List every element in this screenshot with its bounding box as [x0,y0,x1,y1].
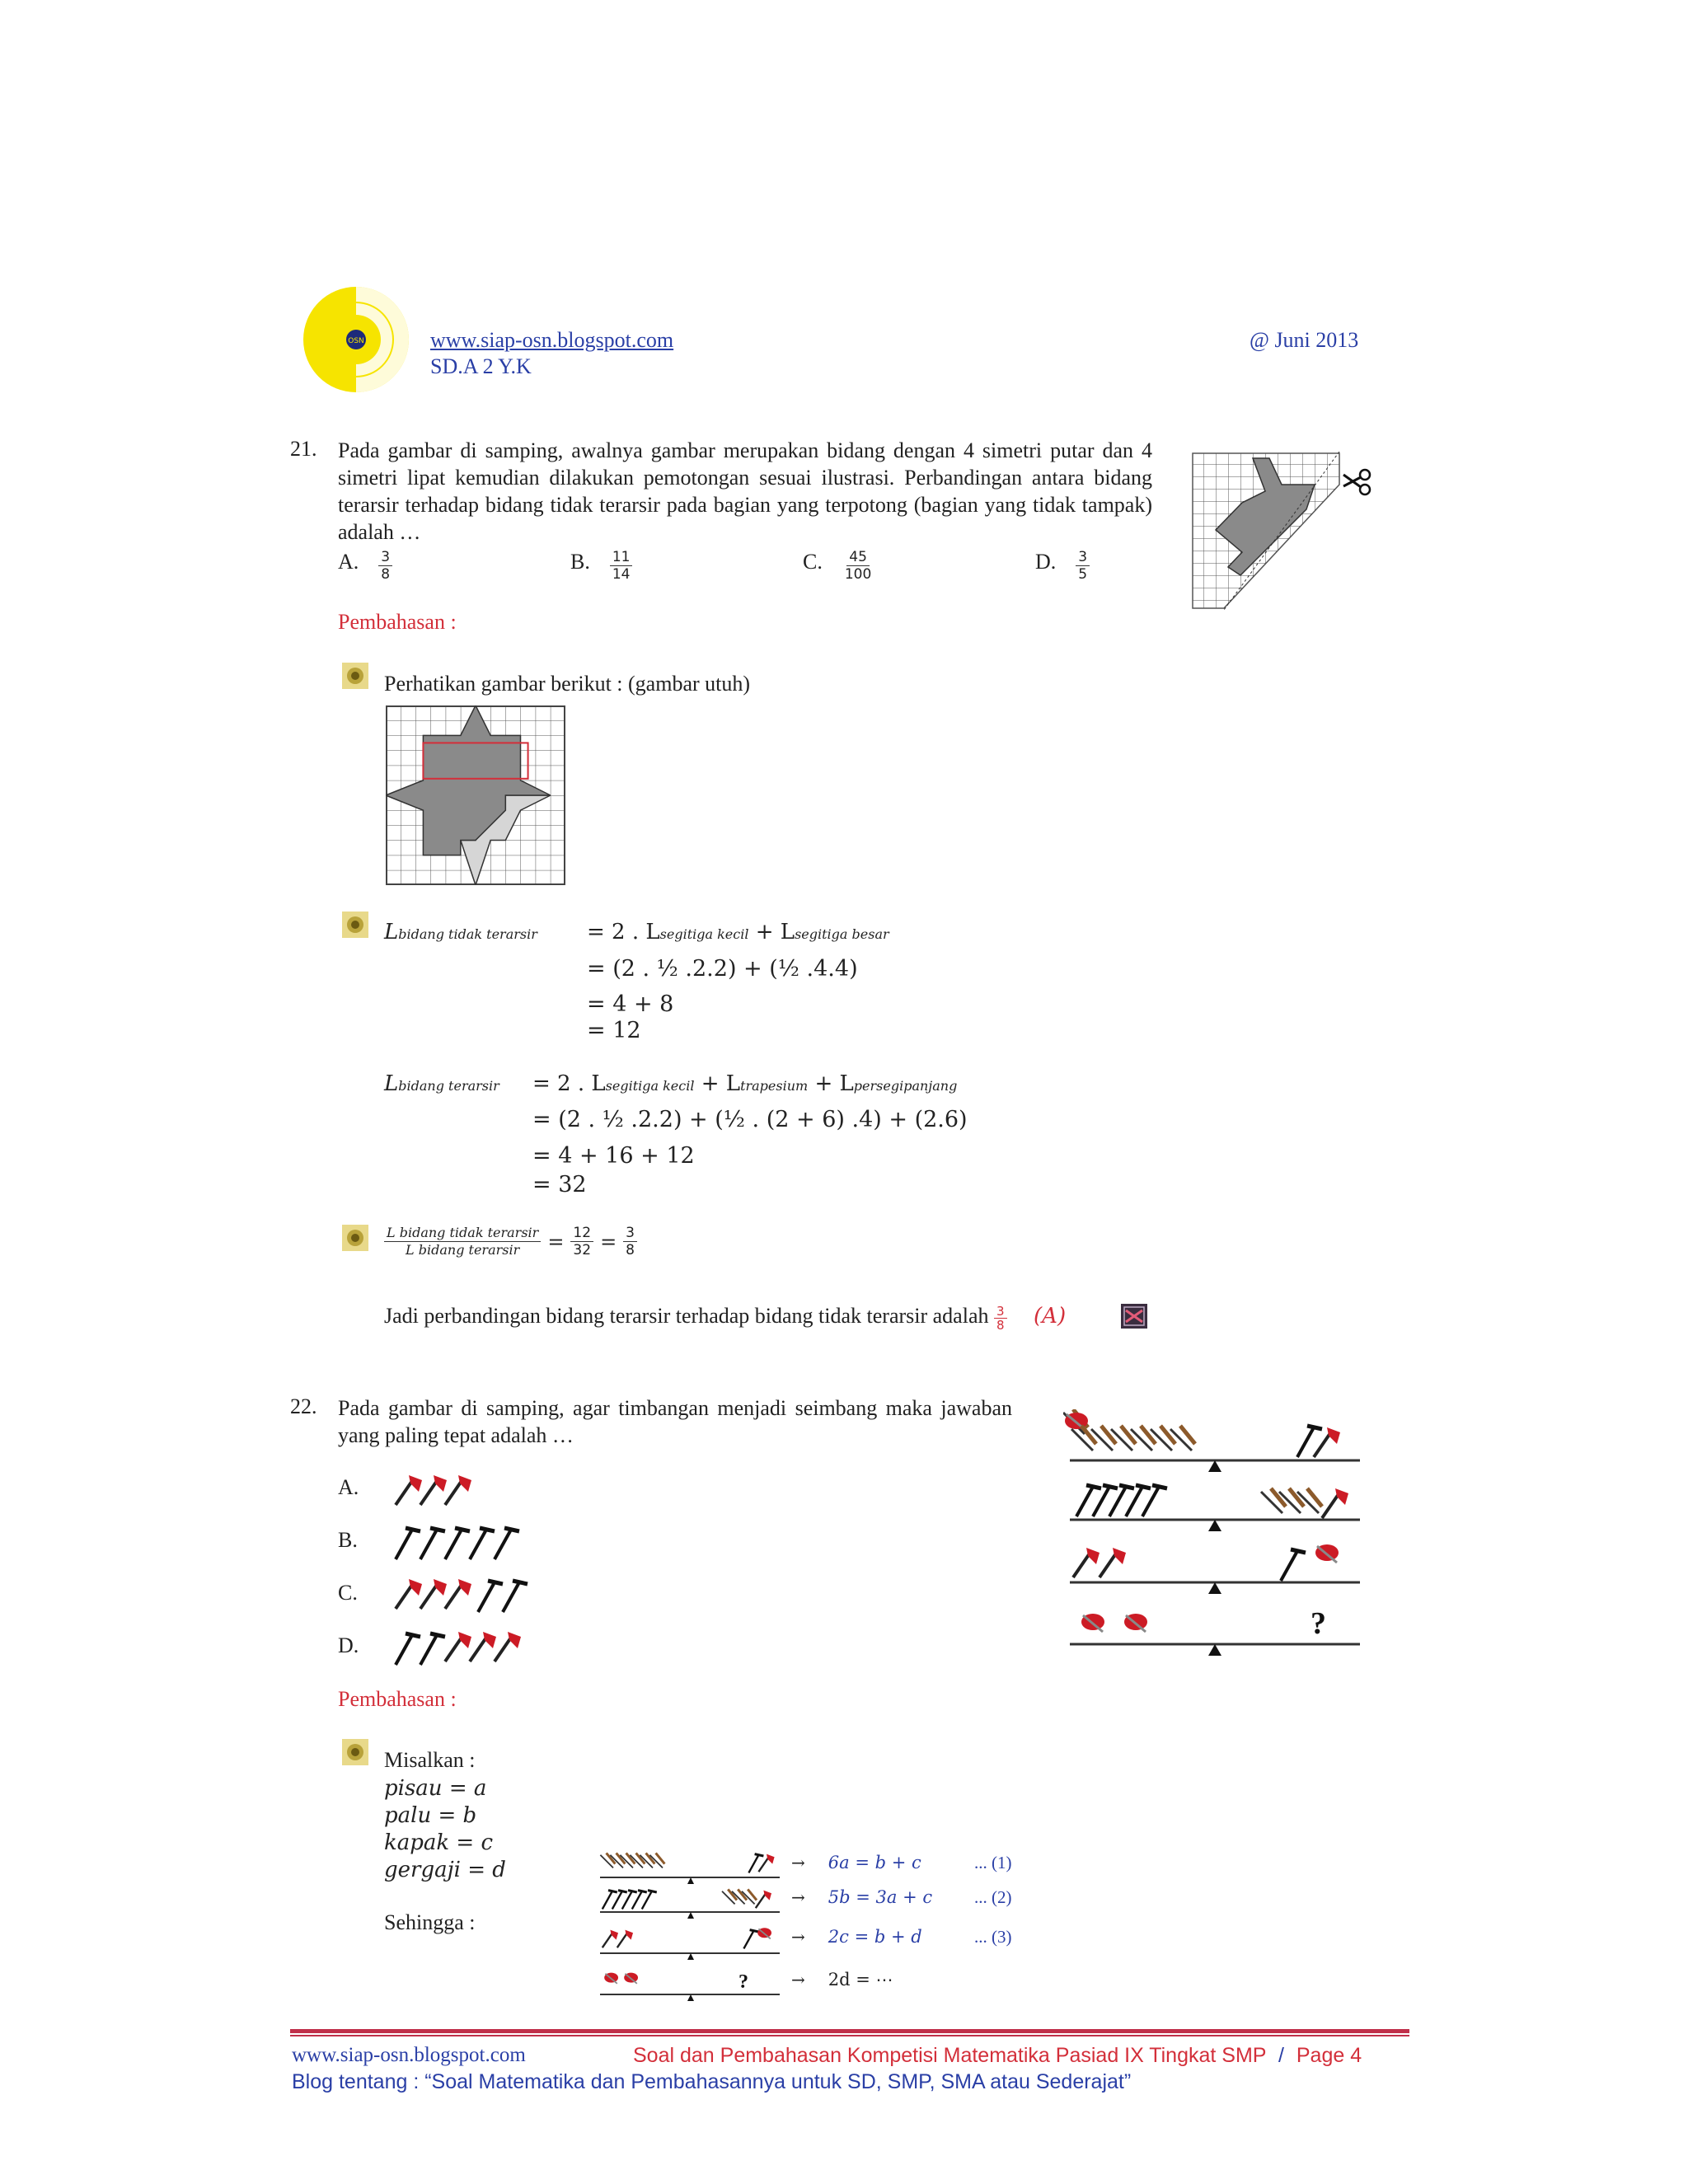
footer-blog: Blog tentang : “Soal Matematika dan Pembahasannya untuk SD, SMP, SMA atau Sederajat” [292,2070,1132,2093]
header-logo [298,284,414,396]
frac-den: 8 [381,566,391,583]
ratio-num: L bidang tidak terarsir [384,1225,541,1242]
q22-pembahasan: Pembahasan : [338,1687,457,1711]
calc2-line4: = 32 [532,1172,587,1197]
footer-rule [290,2029,1409,2033]
var-palu: palu = b [384,1803,477,1828]
footer-page-number: Page 4 [1296,2044,1362,2067]
equation-row: → 6a = b + c ... (1) [791,1853,1012,1872]
q21-full-figure [386,705,565,885]
header-school: SD.A 2 Y.K [430,354,532,378]
bullet-emblem-icon [341,1738,369,1770]
footer-url-link[interactable]: www.siap-osn.blogspot.com [292,2044,526,2066]
var-gergaji: gergaji = d [384,1858,506,1882]
frac-num: 3 [378,549,392,566]
q22-sehingga: Sehingga : [384,1910,476,1934]
option-label: D. [1035,550,1057,574]
q22-equations [791,1853,1039,2009]
q22-misalkan: Misalkan : [384,1748,476,1772]
q21-answer: (A) [1034,1304,1067,1329]
calc2-line1: = 2 . Lsegitiga kecil + Ltrapesium + Lpersegipanjang [532,1071,958,1096]
q21-option-c [803,549,874,583]
q21-options [338,546,1129,587]
var-pisau: pisau = a [384,1776,487,1801]
footer-title: Soal dan Pembahasan Kompetisi Matematika Pasiad IX Tingkat SMP / Page 4 [633,2044,1362,2067]
ratio-expression: $\frac{\text{L bidang tidak terarsir}}{\text{L bidang terarsir}}$ = $\frac{12}{32}$ = $\frac{3}{8}$ [384,1225,637,1258]
end-mark-icon [1121,1304,1147,1333]
option-label: B. [570,550,590,574]
calc1-line3: = 4 + 8 [587,991,674,1017]
q21-option-d [1035,549,1090,583]
calc2-lhs: Lbidang terarsir [384,1071,499,1096]
option-b-hammers-icon [392,1523,541,1563]
frac-den: 5 [1078,566,1088,583]
q22-text: Pada gambar di samping, agar timbangan menjadi seimbang maka jawaban yang paling tepat adalah … [338,1396,1012,1447]
frac-num: 3 [1076,549,1090,566]
q21-cut-figure [1191,452,1381,610]
frac-den: 14 [612,566,631,583]
option-label: C. [803,550,823,574]
q22-option-d-label: D. [338,1633,359,1657]
q22-option-c-label: C. [338,1581,358,1605]
frac-den: 100 [844,566,872,583]
equation-row: → 2d = ⋯ [791,1970,893,1990]
calc1-lhs: Lbidang tidak terarsir [384,920,537,944]
ratio-den: L bidang terarsir [406,1242,520,1258]
osn-logo-icon [298,284,414,396]
equation-row: → 2c = b + d ... (3) [791,1927,1012,1947]
q21-text: Pada gambar di samping, awalnya gambar merupakan bidang dengan 4 simetri putar dan 4 simetri lipat kemudian dilakukan pemotongan sesuai ilustrasi. Perbandingan antara bidang terarsir terhadap bidang tidak terarsir pada bagian yang terpotong (bagian yang tidak tampak) adalah … [338,438,1152,544]
option-label: A. [338,550,359,574]
frac-num: 11 [610,549,633,566]
header-date: @ Juni 2013 [1250,328,1359,352]
equation-row: → 5b = 3a + c ... (2) [791,1887,1012,1907]
header-url-link[interactable]: www.siap-osn.blogspot.com [430,328,674,352]
q21-option-b [570,549,632,583]
var-kapak: kapak = c [384,1830,494,1855]
q21-pembahasan: Pembahasan : [338,610,457,634]
calc1-line1: = 2 . Lsegitiga kecil + Lsegitiga besar [587,920,889,944]
q22-option-a-label: A. [338,1475,359,1499]
option-d-hammers-axes-icon [392,1629,565,1668]
q22-small-scales [598,1846,788,2003]
scissors-icon [1343,470,1370,494]
q21-number: 21. [290,437,317,461]
svg-text:OSN: OSN [348,337,364,345]
option-c-axes-hammers-icon [392,1576,565,1615]
q21-perhatikan: Perhatikan gambar berikut : (gambar utuh) [384,672,751,696]
svg-text:?: ? [1311,1606,1326,1641]
footer-rule-thin [290,2035,1409,2036]
calc1-line2: = (2 . ½ .2.2) + (½ .4.4) [587,956,858,982]
q22-number: 22. [290,1394,317,1418]
calc1-line4: = 12 [587,1018,641,1043]
q22-option-b-label: B. [338,1528,358,1552]
bullet-emblem-icon [341,662,369,694]
calc2-line3: = 4 + 16 + 12 [532,1143,695,1169]
bullet-emblem-icon [341,1224,369,1256]
q22-options [338,1475,585,1673]
q22-balance-figure [1063,1409,1376,1673]
calc2-line2: = (2 . ½ .2.2) + (½ . (2 + 6) .4) + (2.6) [532,1107,968,1132]
bullet-emblem-icon [341,911,369,943]
svg-text:?: ? [738,1971,748,1993]
q21-conclusion: Jadi perbandingan bidang terarsir terhadap bidang tidak terarsir adalah $\frac{3}{8}$ (A) [384,1303,1067,1333]
frac-num: 45 [846,549,870,566]
q21-option-a [338,549,392,583]
option-a-axes-icon [392,1472,483,1508]
